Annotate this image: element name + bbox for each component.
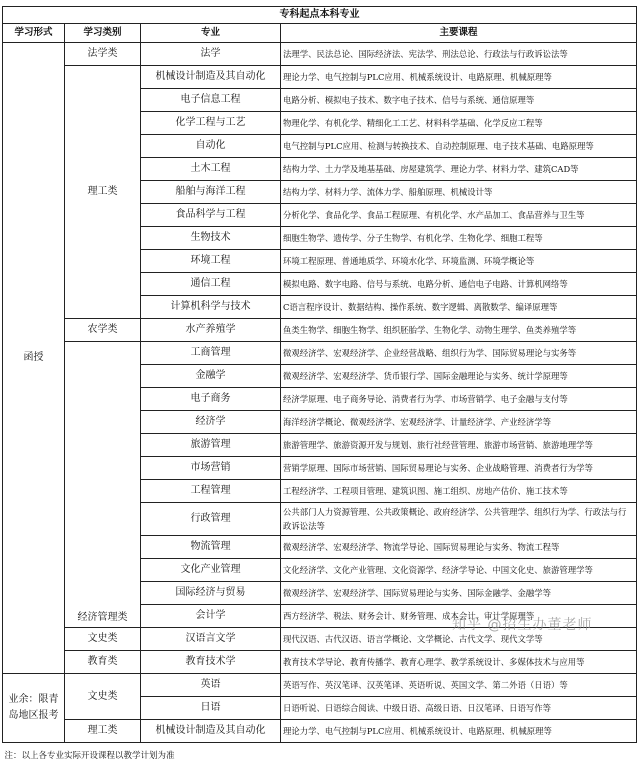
major-cell: 会计学 xyxy=(141,605,281,628)
header-courses: 主要课程 xyxy=(281,24,637,43)
major-cell: 工商管理 xyxy=(141,342,281,365)
courses-cell: 海洋经济学概论、微观经济学、宏观经济学、计量经济学、产业经济学等 xyxy=(281,411,637,434)
courses-cell: 文化经济学、文化产业管理、文化资源学、经济学导论、中国文化史、旅游管理学等 xyxy=(281,559,637,582)
major-cell: 工程管理 xyxy=(141,480,281,503)
courses-cell: 电气控制与PLC应用、检测与转换技术、自动控制原理、电子技术基础、电路原理等 xyxy=(281,135,637,158)
major-cell: 国际经济与贸易 xyxy=(141,582,281,605)
table-row xyxy=(3,43,637,66)
note-row xyxy=(3,743,637,765)
category-cell: 教育类 xyxy=(65,651,141,674)
courses-cell: 西方经济学、税法、财务会计、财务管理、成本会计、审计学原理等 xyxy=(281,605,637,628)
courses-cell: 公共部门人力资源管理、公共政策概论、政府经济学、公共管理学、组织行为学、行政法与行政诉讼法等 xyxy=(281,503,637,536)
major-cell: 经济学 xyxy=(141,411,281,434)
courses-cell: 工程经济学、工程项目管理、建筑识图、施工组织、房地产估价、施工技术等 xyxy=(281,480,637,503)
courses-cell: 模拟电路、数字电路、信号与系统、电路分析、通信电子电路、计算机网络等 xyxy=(281,273,637,296)
footnote: 注：以上各专业实际开设课程以教学计划为准 xyxy=(3,743,637,765)
courses-cell: 日语听说、日语综合阅读、中级日语、高级日语、日汉笔译、日语写作等 xyxy=(281,697,637,720)
major-cell: 汉语言文学 xyxy=(141,628,281,651)
courses-cell: 结构力学、材料力学、流体力学、船舶原理、机械设计等 xyxy=(281,181,637,204)
courses-cell: 微观经济学、宏观经济学、企业经营战略、组织行为学、国际贸易理论与实务等 xyxy=(281,342,637,365)
title-row xyxy=(3,7,637,24)
header-row xyxy=(3,24,637,43)
courses-cell: 经济学原理、电子商务导论、消费者行为学、市场营销学、电子金融与支付等 xyxy=(281,388,637,411)
category-cell: 理工类 xyxy=(65,720,141,743)
major-cell: 通信工程 xyxy=(141,273,281,296)
header-form: 学习形式 xyxy=(3,24,65,43)
major-cell: 日语 xyxy=(141,697,281,720)
major-cell: 法学 xyxy=(141,43,281,66)
major-cell: 水产养殖学 xyxy=(141,319,281,342)
table-title: 专科起点本科专业 xyxy=(3,7,637,24)
watermark: 知乎 @招生办董老师 xyxy=(452,614,592,634)
major-cell: 自动化 xyxy=(141,135,281,158)
courses-cell: 法理学、民法总论、国际经济法、宪法学、刑法总论、行政法与行政诉讼法等 xyxy=(281,43,637,66)
category-cell: 农学类 xyxy=(65,319,141,342)
major-cell: 机械设计制造及其自动化 xyxy=(141,66,281,89)
major-cell: 行政管理 xyxy=(141,503,281,536)
major-cell: 市场营销 xyxy=(141,457,281,480)
majors-table xyxy=(2,6,637,765)
courses-cell: 鱼类生物学、细胞生物学、组织胚胎学、生物化学、动物生理学、鱼类养殖学等 xyxy=(281,319,637,342)
form-hanshou: 函授 xyxy=(3,43,65,674)
header-category: 学习类别 xyxy=(65,24,141,43)
courses-cell: 物理化学、有机化学、精细化工工艺、材料科学基础、化学反应工程等 xyxy=(281,112,637,135)
courses-cell: 理论力学、电气控制与PLC应用、机械系统设计、电路原理、机械原理等 xyxy=(281,66,637,89)
major-cell: 物流管理 xyxy=(141,536,281,559)
major-cell: 土木工程 xyxy=(141,158,281,181)
table-row xyxy=(3,651,637,674)
major-cell: 环境工程 xyxy=(141,250,281,273)
major-cell: 船舶与海洋工程 xyxy=(141,181,281,204)
table-row xyxy=(3,66,637,89)
major-cell: 食品科学与工程 xyxy=(141,204,281,227)
courses-cell: 微观经济学、宏观经济学、货币银行学、国际金融理论与实务、统计学原理等 xyxy=(281,365,637,388)
courses-cell: 理论力学、电气控制与PLC应用、机械系统设计、电路原理、机械原理等 xyxy=(281,720,637,743)
category-ligong: 理工类 xyxy=(65,66,141,319)
courses-cell: 微观经济学、宏观经济学、国际贸易理论与实务、国际金融学、金融学等 xyxy=(281,582,637,605)
courses-cell: C语言程序设计、数据结构、操作系统、数字逻辑、离散数学、编译原理等 xyxy=(281,296,637,319)
courses-cell: 微观经济学、宏观经济学、物流学导论、国际贸易理论与实务、物流工程等 xyxy=(281,536,637,559)
table-row xyxy=(3,720,637,743)
major-cell: 计算机科学与技术 xyxy=(141,296,281,319)
major-cell: 文化产业管理 xyxy=(141,559,281,582)
major-cell: 电子商务 xyxy=(141,388,281,411)
category-cell: 文史类 xyxy=(65,628,141,651)
major-cell: 生物技术 xyxy=(141,227,281,250)
courses-cell: 教育技术学导论、教育传播学、教育心理学、教学系统设计、多媒体技术与应用等 xyxy=(281,651,637,674)
table-row xyxy=(3,342,637,365)
courses-cell: 英语写作、英汉笔译、汉英笔译、英语听说、英国文学、第二外语（日语）等 xyxy=(281,674,637,697)
category-wenshi: 文史类 xyxy=(65,674,141,720)
courses-cell: 环境工程原理、普通地质学、环境水化学、环境监测、环境学概论等 xyxy=(281,250,637,273)
major-cell: 教育技术学 xyxy=(141,651,281,674)
major-cell: 旅游管理 xyxy=(141,434,281,457)
major-cell: 机械设计制造及其自动化 xyxy=(141,720,281,743)
major-cell: 电子信息工程 xyxy=(141,89,281,112)
courses-cell: 电路分析、模拟电子技术、数字电子技术、信号与系统、通信原理等 xyxy=(281,89,637,112)
major-cell: 英语 xyxy=(141,674,281,697)
courses-cell: 细胞生物学、遗传学、分子生物学、有机化学、生物化学、细胞工程等 xyxy=(281,227,637,250)
courses-cell: 分析化学、食品化学、食品工程原理、有机化学、水产品加工、食品营养与卫生等 xyxy=(281,204,637,227)
courses-cell: 现代汉语、古代汉语、语言学概论、文学概论、古代文学、现代文学等 xyxy=(281,628,637,651)
header-major: 专业 xyxy=(141,24,281,43)
major-cell: 化学工程与工艺 xyxy=(141,112,281,135)
major-cell: 金融学 xyxy=(141,365,281,388)
category-jingguan: 经济管理类 xyxy=(65,342,141,628)
form-yeyu: 业余：限青岛地区报考 xyxy=(3,674,65,743)
table-row xyxy=(3,674,637,697)
courses-cell: 营销学原理、国际市场营销、国际贸易理论与实务、企业战略管理、消费者行为学等 xyxy=(281,457,637,480)
courses-cell: 旅游管理学、旅游资源开发与规划、旅行社经营管理、旅游市场营销、旅游地理学等 xyxy=(281,434,637,457)
courses-cell: 结构力学、土力学及地基基础、房屋建筑学、理论力学、材料力学、建筑CAD等 xyxy=(281,158,637,181)
category-cell: 法学类 xyxy=(65,43,141,66)
table-row xyxy=(3,319,637,342)
